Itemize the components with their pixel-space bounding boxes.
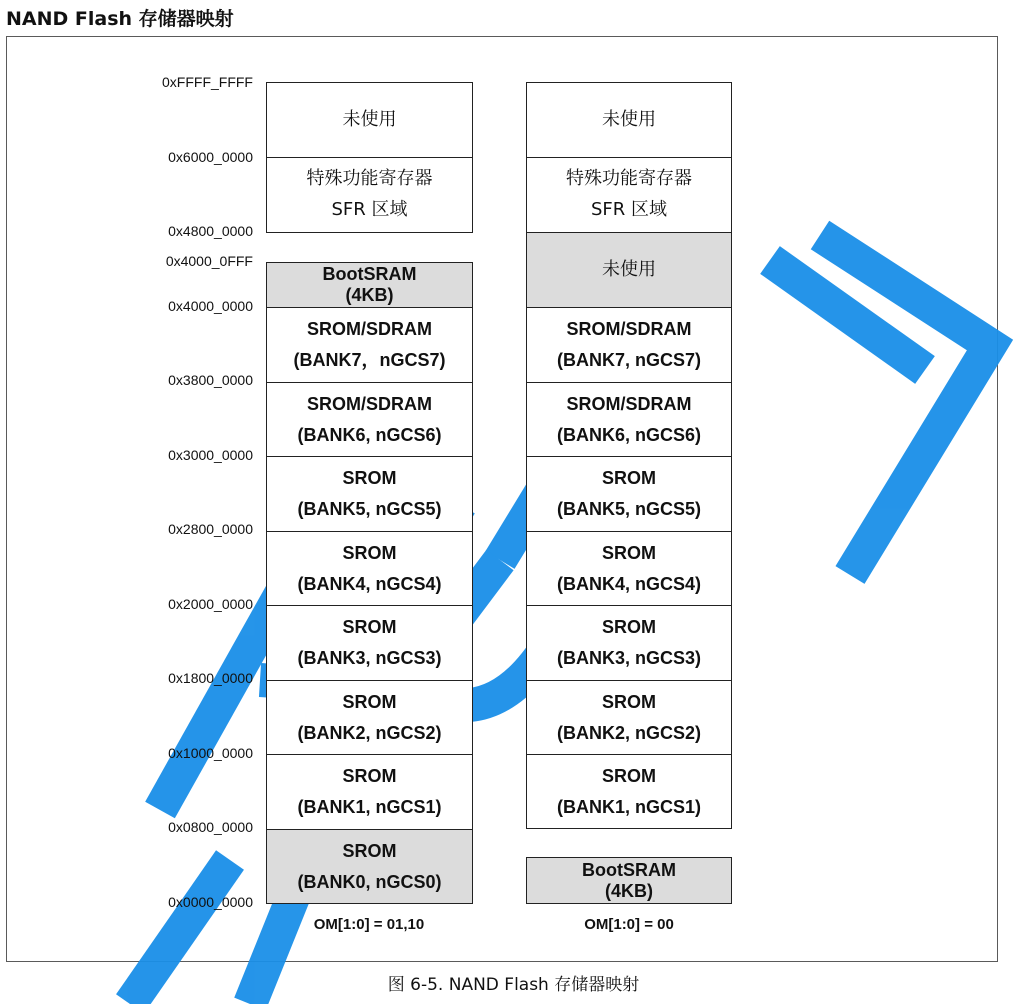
memory-block-bank3	[526, 605, 732, 681]
memory-block-bank1	[526, 754, 732, 829]
block-line: (BANK1, nGCS1)	[556, 796, 701, 817]
memory-block-bank7	[266, 307, 473, 383]
block-line: (BANK4, nGCS4)	[556, 573, 701, 594]
block-line: SROM	[342, 691, 397, 712]
memory-block-bank2	[266, 680, 473, 755]
block-line: SROM	[342, 542, 397, 563]
address-label: 0x1800_0000	[168, 670, 253, 686]
block-line: (BANK6, nGCS6)	[556, 424, 701, 445]
block-line: 特殊功能寄存器	[306, 168, 433, 190]
page-title: NAND Flash 存储器映射	[6, 8, 234, 30]
block-line: SROM	[342, 766, 397, 787]
block-line: SROM	[342, 468, 397, 489]
memory-block-sfr	[526, 157, 732, 233]
block-line: 未使用	[602, 258, 656, 280]
memory-block-bank5	[526, 456, 732, 532]
block-line: (BANK2, nGCS2)	[297, 722, 442, 743]
memory-block-bank6	[266, 382, 473, 457]
memory-block-bootsram	[526, 857, 732, 904]
block-line: (BANK3, nGCS3)	[297, 648, 442, 668]
block-line: (BANK6, nGCS6)	[297, 424, 442, 445]
block-line: (BANK4, nGCS4)	[297, 573, 442, 594]
block-line: BootSRAM	[322, 264, 417, 285]
address-label: 0x3800_0000	[168, 372, 253, 388]
block-line: SROM/SDRAM	[566, 393, 692, 414]
block-line: 特殊功能寄存器	[566, 168, 692, 190]
block-line: (BANK3, nGCS3)	[556, 648, 701, 668]
block-line: SFR 区域	[331, 199, 408, 220]
block-line: SROM/SDRAM	[307, 393, 432, 414]
address-label: 0x4000_0FFF	[165, 253, 253, 269]
address-label: 0x4800_0000	[168, 223, 253, 239]
memory-block-bank7	[526, 307, 732, 383]
column-label-right: OM[1:0] = 00	[584, 916, 674, 933]
address-label: 0x0000_0000	[168, 894, 253, 910]
memory-block-bootsram	[266, 262, 473, 308]
block-line: (BANK5, nGCS5)	[297, 499, 442, 519]
memory-block-bank4	[266, 531, 473, 606]
memory-block-sfr	[266, 157, 473, 233]
memory-block-bank0	[266, 829, 473, 904]
block-line: (BANK7, nGCS7)	[556, 350, 701, 370]
address-label: 0x2000_0000	[168, 596, 253, 612]
memory-block-bank2	[526, 680, 732, 755]
figure-caption: 图 6-5. NAND Flash 存储器映射	[387, 975, 640, 995]
block-line: SFR 区域	[590, 199, 667, 220]
block-line: 未使用	[602, 108, 656, 130]
address-label: 0x0800_0000	[168, 819, 253, 835]
block-line: 未使用	[342, 108, 397, 130]
block-line: (BANK2, nGCS2)	[556, 722, 701, 743]
block-line: (BANK7，nGCS7)	[293, 350, 446, 370]
block-line: (BANK1, nGCS1)	[297, 797, 442, 817]
block-line: SROM/SDRAM	[566, 319, 692, 340]
block-line: (BANK5, nGCS5)	[556, 499, 701, 519]
memory-block-bank4	[526, 531, 732, 606]
block-line: SROM	[602, 617, 656, 638]
address-label: 0x6000_0000	[168, 149, 253, 165]
block-line: SROM	[342, 840, 397, 861]
memory-block-bank6	[526, 382, 732, 457]
address-label: 0x4000_0000	[168, 298, 253, 314]
block-line: (BANK0, nGCS0)	[297, 871, 442, 892]
block-line: SROM	[602, 765, 656, 786]
block-line: SROM	[602, 542, 656, 563]
block-line: (4KB)	[605, 880, 653, 901]
memory-block-bank3	[266, 605, 473, 681]
memory-block-bank1	[266, 754, 473, 830]
memory-block-bank5	[266, 456, 473, 532]
memory-block-unused-shaded	[526, 232, 732, 308]
address-label: 0xFFFF_FFFF	[162, 74, 253, 90]
memory-block-unused	[526, 82, 732, 158]
address-label: 0x3000_0000	[168, 447, 253, 463]
block-line: SROM	[602, 468, 656, 489]
memory-block-unused	[266, 82, 473, 158]
address-label: 0x1000_0000	[168, 745, 253, 761]
block-line: SROM/SDRAM	[307, 319, 432, 340]
block-line: BootSRAM	[582, 859, 676, 880]
address-label: 0x2800_0000	[168, 521, 253, 537]
block-line: (4KB)	[345, 285, 394, 305]
column-label-left: OM[1:0] = 01,10	[313, 916, 425, 933]
block-line: SROM	[602, 691, 656, 712]
block-line: SROM	[342, 617, 397, 638]
